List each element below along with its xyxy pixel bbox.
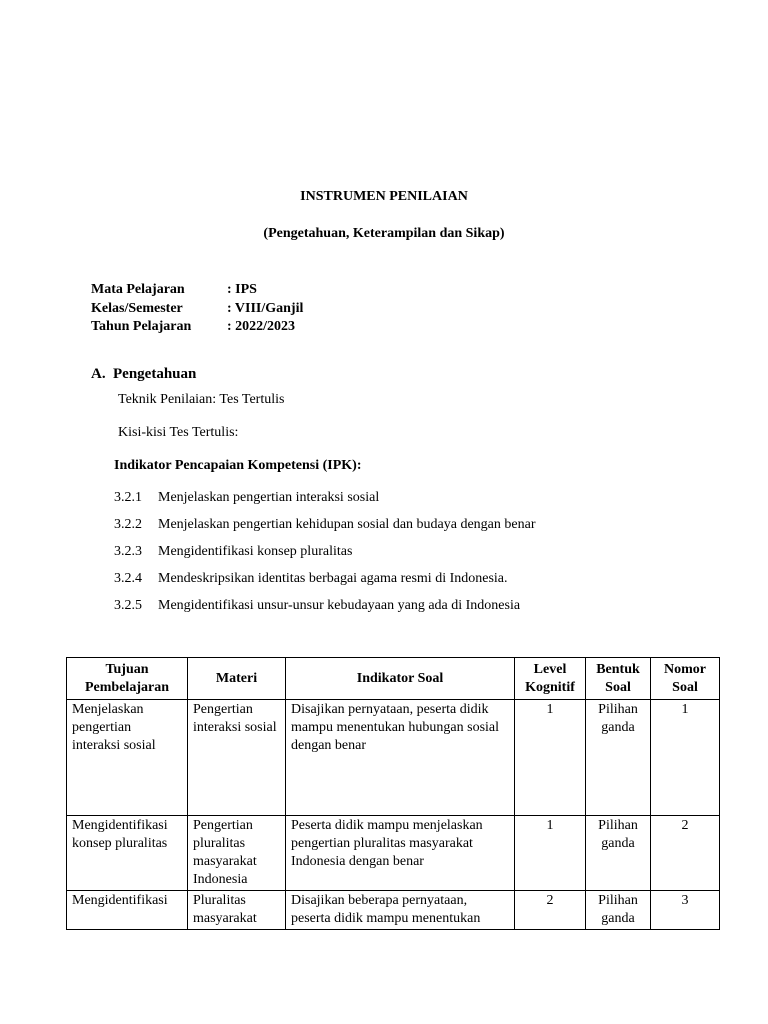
- ipk-text: Menjelaskan pengertian interaksi sosial: [158, 490, 380, 505]
- cell-learning-objective: Mengidentifikasi konsep pluralitas: [67, 816, 188, 891]
- table-row: [67, 891, 720, 930]
- header-material: Materi: [188, 658, 286, 700]
- class-semester-label: Kelas/Semester: [91, 301, 183, 316]
- ipk-number: 3.2.4: [114, 571, 142, 586]
- document-title: INSTRUMEN PENILAIAN: [300, 189, 468, 204]
- document-subtitle: (Pengetahuan, Keterampilan dan Sikap): [263, 226, 505, 241]
- ipk-number: 3.2.3: [114, 544, 142, 559]
- cell-question-form: Pilihan ganda: [586, 891, 651, 930]
- cell-question-number: 3: [651, 891, 720, 930]
- cell-question-indicator: Peserta didik mampu menjelaskan pengertian pluralitas masyarakat Indonesia dengan benar: [286, 816, 515, 891]
- cell-learning-objective: Menjelaskan pengertian interaksi sosial: [67, 700, 188, 816]
- cell-question-indicator: Disajikan beberapa pernyataan, peserta didik mampu menentukan: [286, 891, 515, 930]
- section-title: Pengetahuan: [113, 366, 197, 382]
- section-heading: [91, 366, 196, 383]
- cell-question-form: Pilihan ganda: [586, 700, 651, 816]
- header-learning-objective: Tujuan Pembelajaran: [67, 658, 188, 700]
- ipk-number: 3.2.1: [114, 490, 142, 505]
- test-grid-table: [66, 657, 720, 930]
- cell-cognitive-level: 1: [515, 816, 586, 891]
- section-number: A.: [91, 366, 106, 382]
- ipk-text: Mengidentifikasi konsep pluralitas: [158, 544, 353, 559]
- cell-material: Pengertian pluralitas masyarakat Indonesia: [188, 816, 286, 891]
- class-semester-value: : VIII/Ganjil: [227, 301, 304, 316]
- cell-question-number: 2: [651, 816, 720, 891]
- assessment-technique: Teknik Penilaian: Tes Tertulis: [118, 392, 285, 407]
- school-year-value: : 2022/2023: [227, 319, 296, 334]
- header-cognitive-level: Level Kognitif: [515, 658, 586, 700]
- cell-material: Pluralitas masyarakat: [188, 891, 286, 930]
- cell-learning-objective: Mengidentifikasi: [67, 891, 188, 930]
- cell-material: Pengertian interaksi sosial: [188, 700, 286, 816]
- ipk-number: 3.2.2: [114, 517, 142, 532]
- school-year-label: Tahun Pelajaran: [91, 319, 192, 334]
- ipk-text: Menjelaskan pengertian kehidupan sosial dan budaya dengan benar: [158, 517, 536, 532]
- subject-value: : IPS: [227, 282, 257, 297]
- cell-cognitive-level: 2: [515, 891, 586, 930]
- header-question-indicator: Indikator Soal: [286, 658, 515, 700]
- table-row: [67, 700, 720, 816]
- ipk-text: Mendeskripsikan identitas berbagai agama resmi di Indonesia.: [158, 571, 508, 586]
- cell-question-number: 1: [651, 700, 720, 816]
- cell-question-form: Pilihan ganda: [586, 816, 651, 891]
- grid-label: Kisi-kisi Tes Tertulis:: [118, 425, 239, 440]
- header-question-form: Bentuk Soal: [586, 658, 651, 700]
- table-header-row: [67, 658, 720, 700]
- table-row: [67, 816, 720, 891]
- cell-question-indicator: Disajikan pernyataan, peserta didik mampu menentukan hubungan sosial dengan benar: [286, 700, 515, 816]
- ipk-heading: Indikator Pencapaian Kompetensi (IPK):: [114, 458, 362, 473]
- header-question-number: Nomor Soal: [651, 658, 720, 700]
- ipk-number: 3.2.5: [114, 598, 142, 613]
- cell-cognitive-level: 1: [515, 700, 586, 816]
- ipk-text: Mengidentifikasi unsur-unsur kebudayaan yang ada di Indonesia: [158, 598, 521, 613]
- subject-label: Mata Pelajaran: [91, 282, 185, 297]
